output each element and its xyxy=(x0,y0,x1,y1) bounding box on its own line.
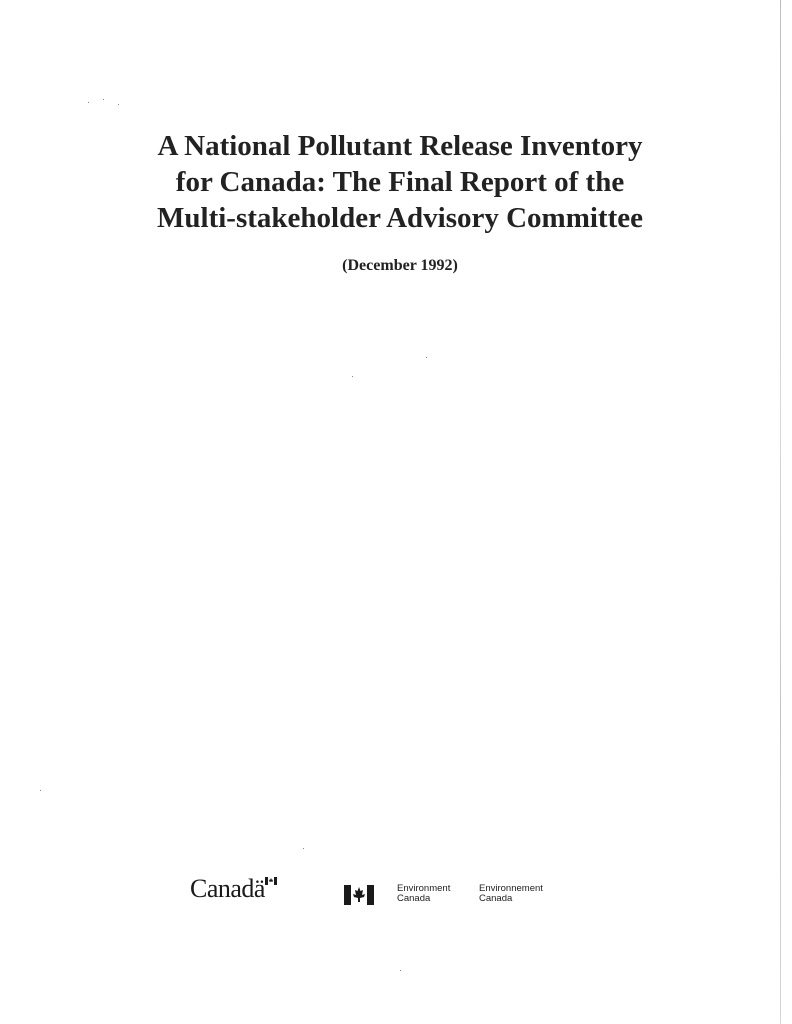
scan-speck xyxy=(352,376,353,377)
department-en-line-1: Environment xyxy=(397,883,451,894)
scan-speck xyxy=(400,970,401,971)
department-fr-line-2: Canada xyxy=(479,893,513,904)
department-fr-line-1: Environnement xyxy=(479,883,543,894)
canada-wordmark-text: Canadä xyxy=(190,874,265,903)
title-line-3: Multi-stakeholder Advisory Committee xyxy=(157,202,643,234)
report-title xyxy=(140,128,660,236)
department-name-fr xyxy=(479,884,543,904)
scan-speck xyxy=(88,102,89,103)
scan-speck xyxy=(303,848,304,849)
scan-speck xyxy=(40,790,41,791)
department-en-line-2: Canada xyxy=(397,893,431,904)
scan-edge-line xyxy=(780,0,781,1024)
canada-wordmark xyxy=(190,874,265,904)
scan-speck xyxy=(103,99,104,100)
title-line-1: A National Pollutant Release Inventory xyxy=(157,130,643,162)
department-name-en xyxy=(397,884,450,904)
wordmark-flag-icon xyxy=(265,877,277,885)
title-line-2: for Canada: The Final Report of the xyxy=(175,166,625,198)
scan-speck xyxy=(118,104,119,105)
report-date: (December 1992) xyxy=(342,257,458,274)
scan-speck xyxy=(426,357,427,358)
canada-flag-icon xyxy=(344,885,374,905)
